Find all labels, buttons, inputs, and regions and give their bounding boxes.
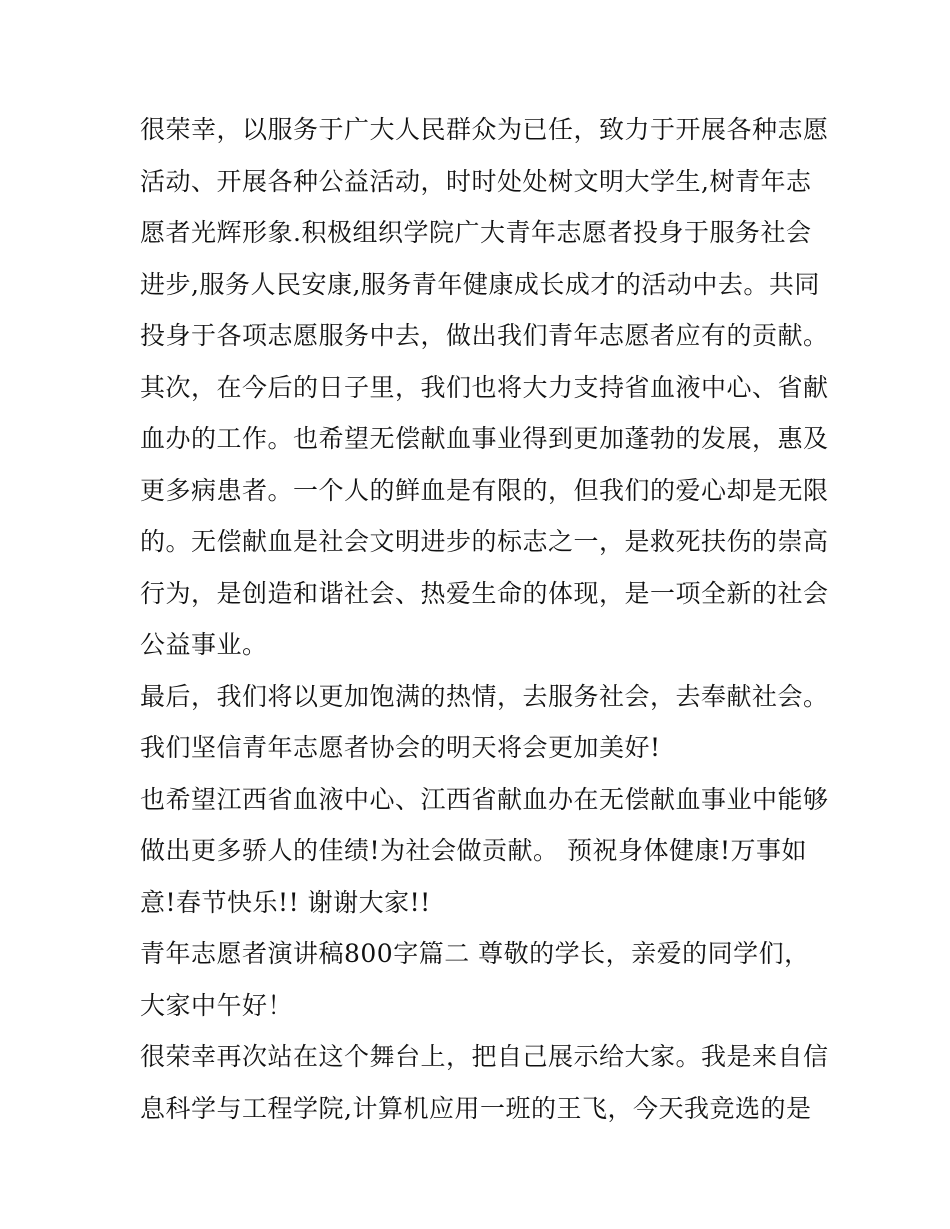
text-line: 其次，在今后的日子里，我们也将大力支持省血液中心、省献 — [140, 372, 829, 402]
text-line: 行为，是创造和谐社会、热爱生命的体现，是一项全新的社会 — [140, 578, 829, 608]
text-line: 做出更多骄人的佳绩!为社会做贡献。 预祝身体健康!万事如 — [140, 836, 808, 865]
text-line: 很荣幸再次站在这个舞台上，把自己展示给大家。我是来自信 — [140, 1042, 829, 1071]
text-line: 很荣幸，以服务于广大人民群众为已任，致力于开展各种志愿 — [140, 115, 829, 144]
text-line: 公益事业。 — [140, 630, 268, 659]
text-line: 愿者光辉形象.积极组织学院广大青年志愿者投身于服务社会 — [140, 218, 812, 247]
text-line: 青年志愿者演讲稿800字篇二 尊敬的学长，亲爱的同学们， — [140, 939, 810, 968]
document-body — [140, 108, 829, 1138]
text-line: 息科学与工程学院,计算机应用一班的王飞，今天我竞选的是 — [140, 1093, 812, 1123]
text-line: 我们坚信青年志愿者协会的明天将会更加美好! — [140, 733, 661, 762]
text-line: 血办的工作。也希望无偿献血事业得到更加蓬勃的发展，惠及 — [140, 424, 829, 453]
text-line: 也希望江西省血液中心、江西省献血办在无偿献血事业中能够 — [140, 784, 829, 814]
text-line: 大家中午好！ — [140, 990, 294, 1020]
text-line: 意!春节快乐!! 谢谢大家!! — [140, 887, 431, 917]
text-line: 的。无偿献血是社会文明进步的标志之一，是救死扶伤的崇高 — [140, 527, 829, 556]
text-line: 更多病患者。一个人的鲜血是有限的，但我们的爱心却是无限 — [140, 475, 829, 505]
text-line: 活动、开展各种公益活动，时时处处树文明大学生,树青年志 — [140, 166, 812, 196]
text-line: 最后，我们将以更加饱满的热情，去服务社会，去奉献社会。 — [140, 681, 829, 711]
text-line: 进步,服务人民安康,服务青年健康成长成才的活动中去。共同 — [140, 269, 820, 299]
text-line: 投身于各项志愿服务中去，做出我们青年志愿者应有的贡献。 — [140, 321, 829, 350]
